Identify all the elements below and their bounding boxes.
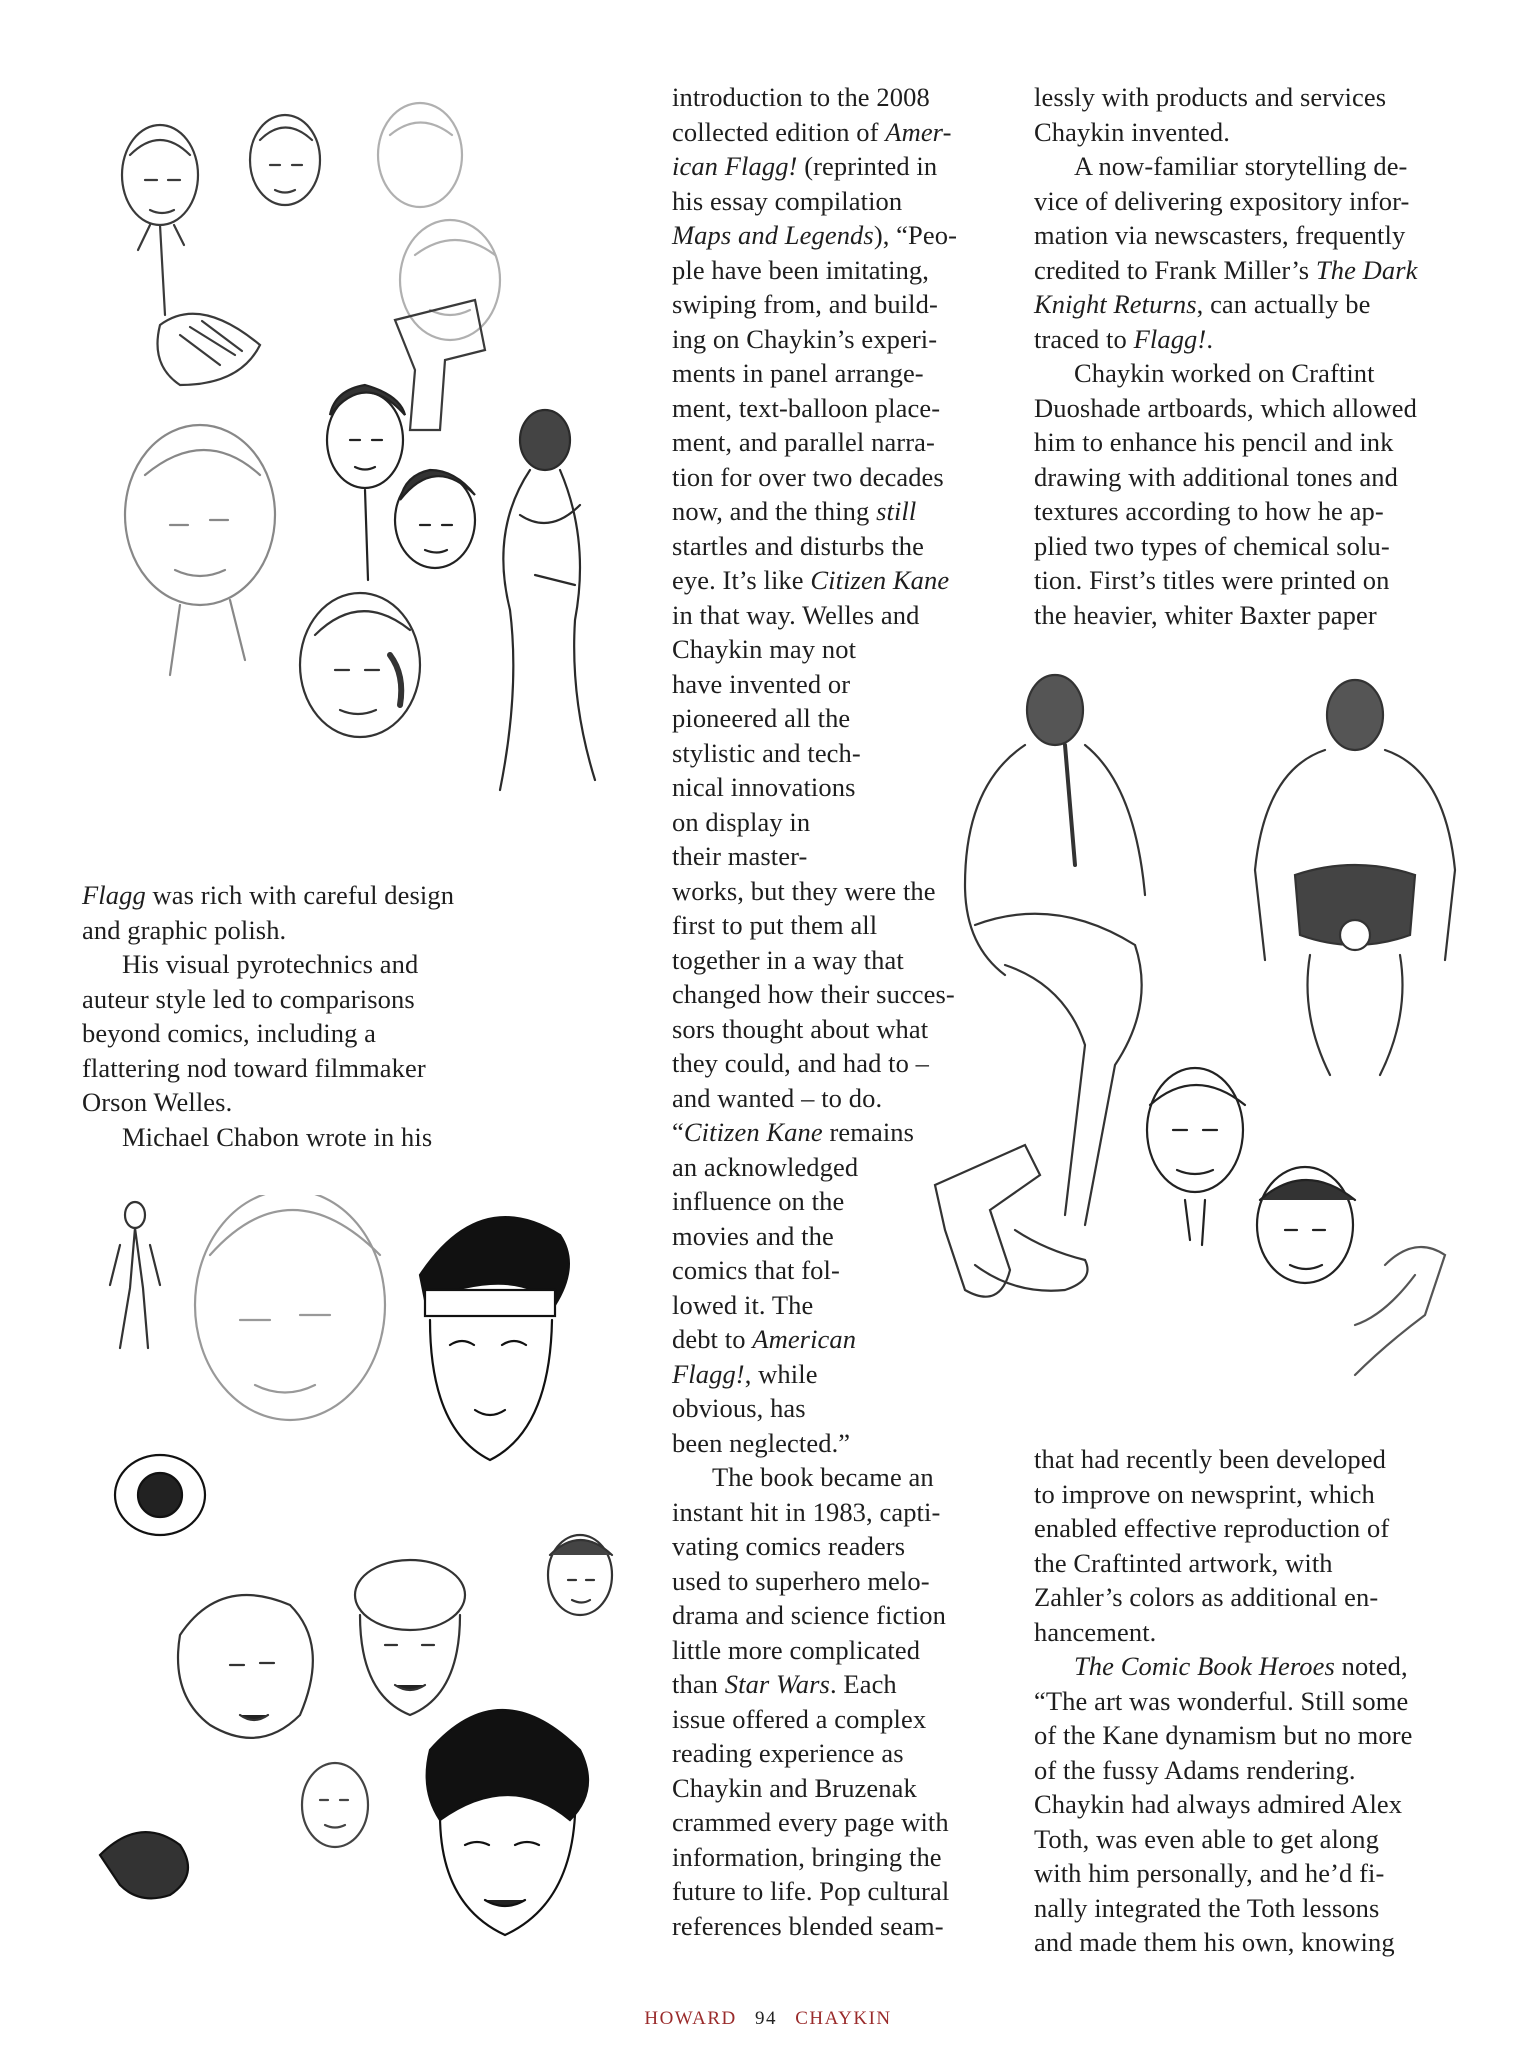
page-number: 94: [755, 2008, 777, 2029]
head-sketch: [122, 125, 198, 315]
text-line: him to enhance his pencil and ink: [1034, 427, 1394, 457]
text-line: than Star Wars. Each: [672, 1669, 897, 1699]
sketch-bottom-left-faces: [90, 1195, 670, 1965]
text-line: Orson Welles.: [82, 1087, 233, 1117]
footer-author-first: HOWARD: [644, 2008, 737, 2029]
head-sketch: [548, 1535, 612, 1615]
text-line: Chaykin may not: [672, 634, 857, 664]
text-line: ments in panel arrange-: [672, 358, 924, 388]
text-line: that had recently been developed: [1034, 1444, 1386, 1474]
text-line: swiping from, and build-: [672, 289, 938, 319]
sketch-right-figures: [915, 665, 1470, 1390]
woman-face-sketch: [178, 1595, 313, 1738]
text-line: The book became an: [672, 1462, 934, 1492]
glove-sketch: [158, 314, 261, 385]
text-line: little more complicated: [672, 1634, 921, 1665]
text-line: their master-: [672, 841, 808, 871]
text-line: influence on the: [672, 1186, 845, 1216]
text-line: Zahler’s colors as additional en-: [1034, 1582, 1379, 1612]
text-line: obvious, has: [672, 1393, 806, 1423]
text-line: works, but they were the: [672, 875, 936, 906]
text-line: used to superhero melo-: [672, 1565, 930, 1596]
text-line: movies and the: [672, 1220, 834, 1251]
head-sketch: [250, 115, 320, 205]
text-line: Flagg!, while: [672, 1358, 818, 1389]
text-line: tion. First’s titles were printed on: [1034, 565, 1390, 595]
seated-figure-sketch: [965, 675, 1145, 1225]
text-line: introduction to the 2008: [672, 82, 930, 112]
head-sketch: [195, 1195, 385, 1420]
head-sketch: [302, 1763, 368, 1847]
text-line: the Craftinted artwork, with: [1034, 1547, 1333, 1578]
text-line: A now-familiar storytelling de-: [1034, 151, 1408, 181]
text-line: in that way. Welles and: [672, 599, 920, 630]
woman-face-sketch: [355, 1560, 465, 1715]
text-line: lessly with products and services: [1034, 82, 1387, 112]
text-line: future to life. Pop cultural: [672, 1876, 950, 1906]
text-line: Chaykin invented.: [1034, 116, 1230, 147]
text-line: ple have been imitating,: [672, 254, 930, 285]
hand-sketch: [100, 1832, 188, 1898]
text-line: His visual pyrotechnics and: [82, 949, 419, 979]
goggles-sketch: [115, 1455, 205, 1535]
text-line: The Comic Book Heroes noted,: [1073, 1651, 1408, 1681]
text-line: reading experience as: [672, 1738, 904, 1768]
figure-sketch: [500, 410, 595, 790]
text-line: stylistic and tech-: [672, 737, 861, 768]
head-sketch: [378, 103, 500, 340]
text-line: hancement.: [1034, 1616, 1157, 1647]
text-line: textures according to how he ap-: [1034, 496, 1384, 526]
text-line: and graphic polish.: [82, 914, 287, 945]
woman-face-sketch: [420, 1217, 569, 1460]
text-line: comics that fol-: [672, 1255, 840, 1285]
footer-author-last: CHAYKIN: [795, 2008, 892, 2029]
text-line: tion for over two decades: [672, 461, 944, 492]
text-line: of the fussy Adams rendering.: [1034, 1754, 1356, 1785]
head-sketch: [125, 425, 275, 675]
text-line: an acknowledged: [672, 1151, 859, 1182]
text-line: “Citizen Kane remains: [672, 1117, 915, 1147]
text-line: “The art was wonderful. Still some: [1034, 1685, 1409, 1716]
text-line: lowed it. The: [672, 1289, 814, 1320]
text-line: credited to Frank Miller’s The Dark: [1034, 254, 1418, 285]
text-line: Toth, was even able to get along: [1034, 1823, 1380, 1854]
text-line: Flagg was rich with careful design: [82, 880, 455, 910]
head-sketch: [327, 385, 405, 580]
text-line: to improve on newsprint, which: [1034, 1478, 1375, 1509]
text-line: information, bringing the: [672, 1841, 942, 1872]
text-line: beyond comics, including a: [82, 1018, 377, 1048]
text-line: his essay compilation: [672, 185, 903, 216]
page-footer: [0, 2008, 1536, 2030]
figure-sketch: [1355, 1247, 1445, 1375]
text-line: the heavier, whiter Baxter paper: [1034, 599, 1377, 630]
text-line: together in a way that: [672, 944, 904, 975]
text-line: and wanted – to do.: [672, 1082, 883, 1113]
text-line: ican Flagg! (reprinted in: [672, 151, 938, 181]
text-line: with him personally, and he’d fi-: [1034, 1858, 1385, 1888]
text-line: ment, text-balloon place-: [672, 392, 941, 423]
text-line: been neglected.”: [672, 1427, 851, 1458]
text-line: they could, and had to –: [672, 1048, 930, 1078]
text-line: nally integrated the Toth lessons: [1034, 1892, 1380, 1923]
text-line: Michael Chabon wrote in his: [82, 1121, 433, 1152]
text-line: of the Kane dynamism but no more: [1034, 1720, 1413, 1750]
text-line: Knight Returns, can actually be: [1034, 289, 1371, 319]
text-line: drama and science fiction: [672, 1600, 946, 1630]
text-line: Chaykin and Bruzenak: [672, 1772, 917, 1803]
figure-sketch: [110, 1202, 160, 1348]
text-line: startles and disturbs the: [672, 530, 924, 561]
text-line: now, and the thing still: [672, 496, 917, 526]
text-line: Chaykin had always admired Alex: [1034, 1789, 1403, 1819]
text-line: plied two types of chemical solu-: [1034, 530, 1390, 561]
sketch-top-left-heads: [90, 95, 680, 855]
text-line: drawing with additional tones and: [1034, 461, 1398, 492]
text-line: vating comics readers: [672, 1531, 906, 1561]
head-sketch: [300, 593, 420, 737]
text-line: issue offered a complex: [672, 1703, 927, 1734]
text-line: first to put them all: [672, 910, 878, 940]
text-line: crammed every page with: [672, 1807, 949, 1837]
text-line: sors thought about what: [672, 1013, 929, 1044]
text-line: traced to Flagg!.: [1034, 323, 1214, 354]
text-line: changed how their succes-: [672, 979, 955, 1009]
text-line: ing on Chaykin’s experi-: [672, 323, 938, 354]
text-line: on display in: [672, 806, 811, 837]
text-line: auteur style led to comparisons: [82, 983, 415, 1014]
standing-figure-sketch: [1255, 680, 1455, 1075]
text-line: Maps and Legends), “Peo-: [672, 220, 958, 250]
text-line: mation via newscasters, frequently: [1034, 220, 1406, 250]
head-sketch: [395, 470, 475, 568]
head-sketch: [1257, 1167, 1355, 1283]
text-line: flattering nod toward filmmaker: [82, 1052, 426, 1083]
text-line: instant hit in 1983, capti-: [672, 1496, 941, 1527]
text-line: and made them his own, knowing: [1034, 1927, 1395, 1957]
text-line: debt to American: [672, 1324, 857, 1354]
text-line: pioneered all the: [672, 703, 851, 733]
text-line: collected edition of Amer-: [672, 116, 952, 147]
head-sketch: [1147, 1068, 1245, 1245]
gun-sketch: [935, 1145, 1088, 1297]
text-line: Duoshade artboards, which allowed: [1034, 392, 1418, 423]
text-line: nical innovations: [672, 772, 856, 802]
text-line: eye. It’s like Citizen Kane: [672, 565, 950, 595]
text-line: ment, and parallel narra-: [672, 427, 935, 457]
woman-face-sketch: [427, 1710, 588, 1935]
text-line: references blended seam-: [672, 1910, 944, 1941]
gun-sketch: [395, 300, 485, 430]
text-line: have invented or: [672, 668, 851, 699]
text-line: enabled effective reproduction of: [1034, 1513, 1390, 1543]
text-line: vice of delivering expository infor-: [1034, 185, 1410, 216]
text-line: Chaykin worked on Craftint: [1034, 358, 1375, 388]
